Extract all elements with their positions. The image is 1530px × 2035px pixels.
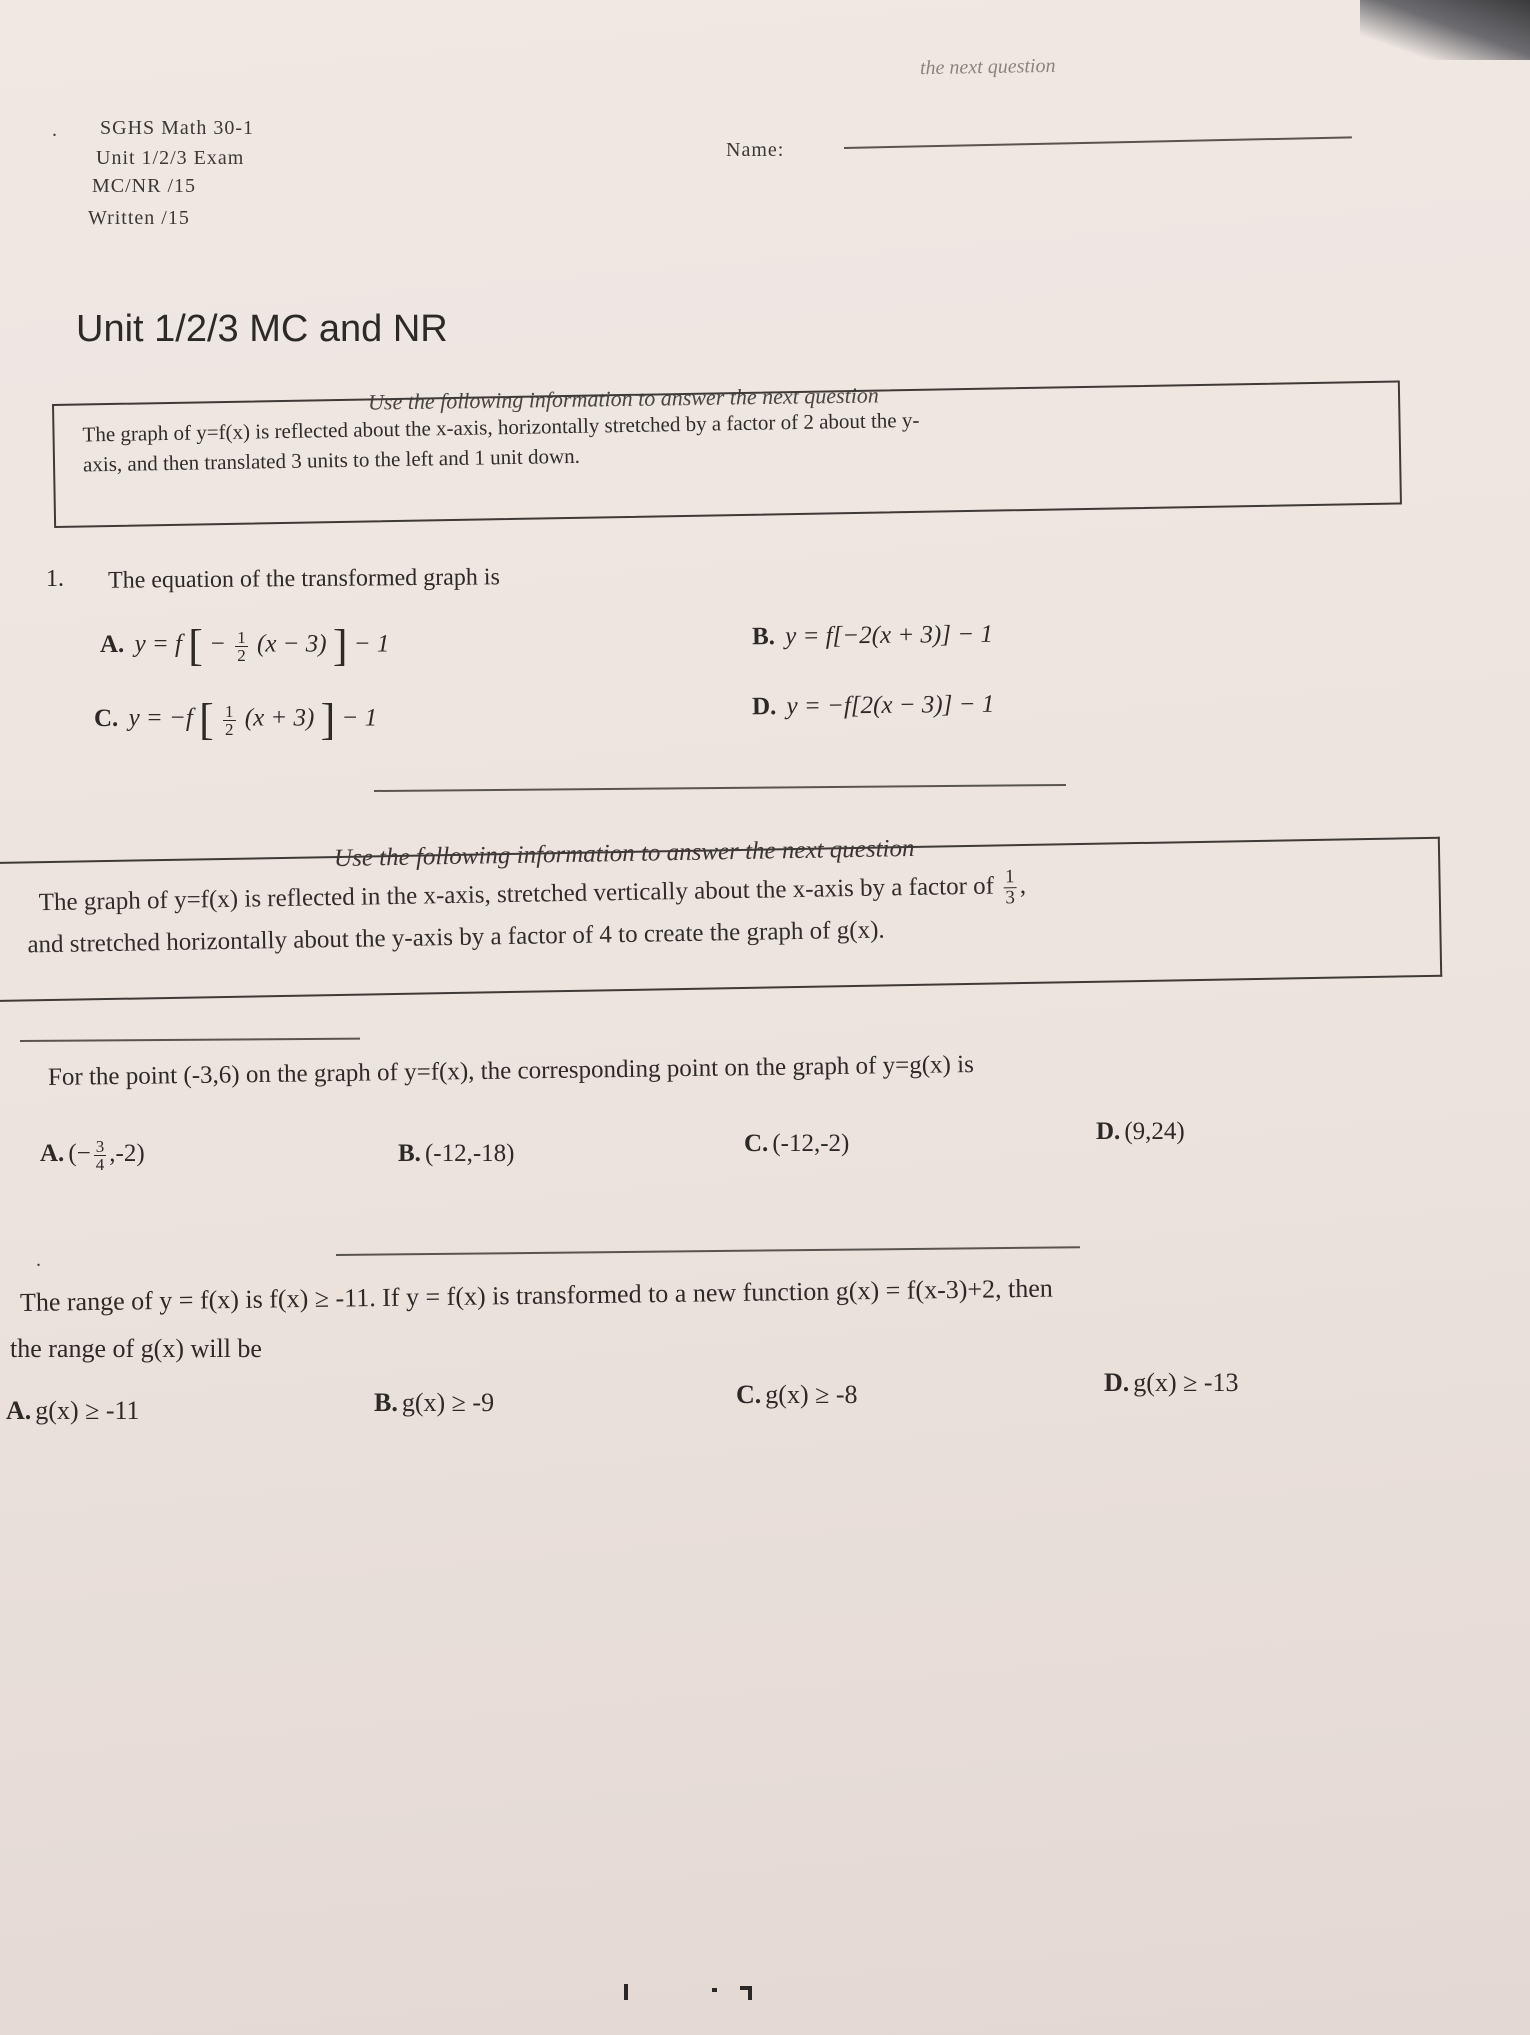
- q2-question: For the point (-3,6) on the graph of y=f(x), the corresponding point on the graph of y=g(x) is: [47, 1051, 975, 1091]
- q1-info-line2: axis, and then translated 3 units to the left and 1 unit down.: [82, 443, 581, 477]
- q2-option-a-letter: A.: [40, 1140, 65, 1168]
- q2-option-c-letter: C.: [744, 1130, 769, 1157]
- q3-option-c[interactable]: [736, 1380, 858, 1410]
- q1-option-c-lhs: y = −f: [128, 704, 193, 732]
- stray-mark: [712, 1988, 717, 1992]
- q3-option-b-letter: B.: [374, 1388, 398, 1417]
- course-label: SGHS Math 30-1: [100, 117, 255, 139]
- q1-info-subhead: Use the following information to answer the next question: [367, 382, 880, 415]
- q2-option-d[interactable]: [1096, 1118, 1185, 1146]
- q2-option-c[interactable]: [744, 1130, 849, 1158]
- q3-option-d-letter: D.: [1104, 1368, 1130, 1397]
- q2-option-a-pre: (−: [68, 1140, 91, 1168]
- q2-option-a[interactable]: [40, 1138, 145, 1173]
- q1-option-a[interactable]: [100, 621, 390, 670]
- q3-option-d-text: g(x) ≥ -13: [1133, 1368, 1239, 1397]
- q1-option-c-letter: C.: [94, 704, 119, 732]
- q2-option-c-text: (-12,-2): [772, 1130, 850, 1157]
- q2-option-b-text: (-12,-18): [424, 1140, 515, 1167]
- q2-option-a-post: ,-2): [109, 1140, 145, 1168]
- q3-option-c-text: g(x) ≥ -8: [765, 1380, 858, 1409]
- q1-option-a-close-bracket: ]: [332, 621, 348, 670]
- q3-option-c-letter: C.: [736, 1380, 762, 1409]
- q1-option-b-expr: y = f[−2(x + 3)] − 1: [785, 620, 994, 650]
- name-label: Name:: [726, 139, 785, 161]
- q1-option-c[interactable]: [94, 695, 378, 744]
- background-corner: [1360, 0, 1530, 60]
- q1-option-a-inner: (x − 3): [257, 630, 327, 658]
- q2-info-fraction: [1003, 867, 1017, 908]
- q3-option-a-letter: A.: [6, 1396, 32, 1425]
- q1-question: The equation of the transformed graph is: [107, 564, 500, 594]
- q2-info-line2: and stretched horizontally about the y-axis by a factor of 4 to create the graph of g(x).: [27, 916, 885, 959]
- q1-option-d-letter: D.: [751, 693, 777, 721]
- q2-option-b[interactable]: [398, 1140, 515, 1168]
- q1-option-d[interactable]: [752, 691, 995, 722]
- q2-option-a-num: 3: [95, 1137, 105, 1156]
- q1-option-c-fraction: [223, 703, 236, 738]
- q1-info-line1: The graph of y=f(x) is reflected about the x-axis, horizontally stretched by a factor of 2 about the y-: [82, 407, 920, 447]
- q2-option-d-text: (9,24): [1124, 1118, 1185, 1145]
- q3-option-b-text: g(x) ≥ -9: [401, 1388, 495, 1417]
- q2-option-a-fraction: [94, 1138, 107, 1173]
- stray-mark: [748, 1986, 752, 2000]
- mc-score-label: MC/NR /15: [92, 175, 197, 197]
- q1-option-a-num: 1: [237, 627, 246, 647]
- q1-option-d-expr: y = −f[2(x − 3)] − 1: [786, 690, 995, 720]
- q1-number: 1.: [46, 566, 64, 592]
- q1-option-a-fraction: [235, 629, 248, 664]
- q2-option-d-letter: D.: [1096, 1118, 1121, 1145]
- q3-option-a[interactable]: [6, 1396, 140, 1426]
- q3-dot: .: [36, 1249, 42, 1271]
- q1-option-c-den: 2: [225, 719, 234, 739]
- q1-option-a-open-bracket: [: [188, 621, 203, 670]
- q3-question-line2: the range of g(x) will be: [10, 1334, 262, 1363]
- q2-info-box: [0, 834, 1442, 1002]
- bleed-through-text: the next question: [919, 54, 1056, 80]
- q1-option-c-close-bracket: ]: [320, 695, 336, 744]
- q1-option-b-letter: B.: [751, 623, 776, 651]
- q3-option-d[interactable]: [1104, 1368, 1239, 1398]
- written-score-label: Written /15: [88, 207, 190, 229]
- header-dot: .: [52, 119, 58, 141]
- q2-option-a-den: 4: [95, 1155, 105, 1174]
- exam-label: Unit 1/2/3 Exam: [96, 147, 245, 169]
- q1-option-a-lhs: y = f: [134, 630, 182, 658]
- q1-option-c-num: 1: [225, 701, 234, 721]
- q1-info-box: [52, 380, 1402, 528]
- q3-option-a-text: g(x) ≥ -11: [35, 1396, 140, 1425]
- q1-option-b[interactable]: [752, 621, 993, 652]
- page-title: Unit 1/2/3 MC and NR: [76, 308, 448, 350]
- q1-option-a-neg: −: [209, 630, 227, 658]
- q1-option-a-den: 2: [237, 645, 246, 665]
- q2-info-line1: The graph of y=f(x) is reflected in the x-axis, stretched vertically about the x-axis by a factor of: [38, 872, 995, 917]
- q3-question-line1: The range of y = f(x) is f(x) ≥ -11. If y = f(x) is transformed to a new function g(x) = f(x-3)+2, then: [19, 1273, 1054, 1317]
- q1-option-c-tail: − 1: [341, 704, 378, 732]
- q1-option-a-letter: A.: [100, 630, 125, 658]
- q1-option-a-tail: − 1: [353, 630, 390, 658]
- q3-option-b[interactable]: [374, 1388, 494, 1418]
- q1-option-c-open-bracket: [: [199, 695, 214, 744]
- q1-option-c-inner: (x + 3): [244, 704, 315, 732]
- q2-info-subhead: Use the following information to answer the next question: [333, 834, 915, 873]
- q2-info-frac-den: 3: [1005, 886, 1016, 909]
- stray-mark: [624, 1984, 628, 2000]
- q2-option-b-letter: B.: [398, 1140, 421, 1167]
- q2-info-frac-num: 1: [1003, 867, 1017, 888]
- q2-info-line1-end: ,: [1019, 871, 1027, 900]
